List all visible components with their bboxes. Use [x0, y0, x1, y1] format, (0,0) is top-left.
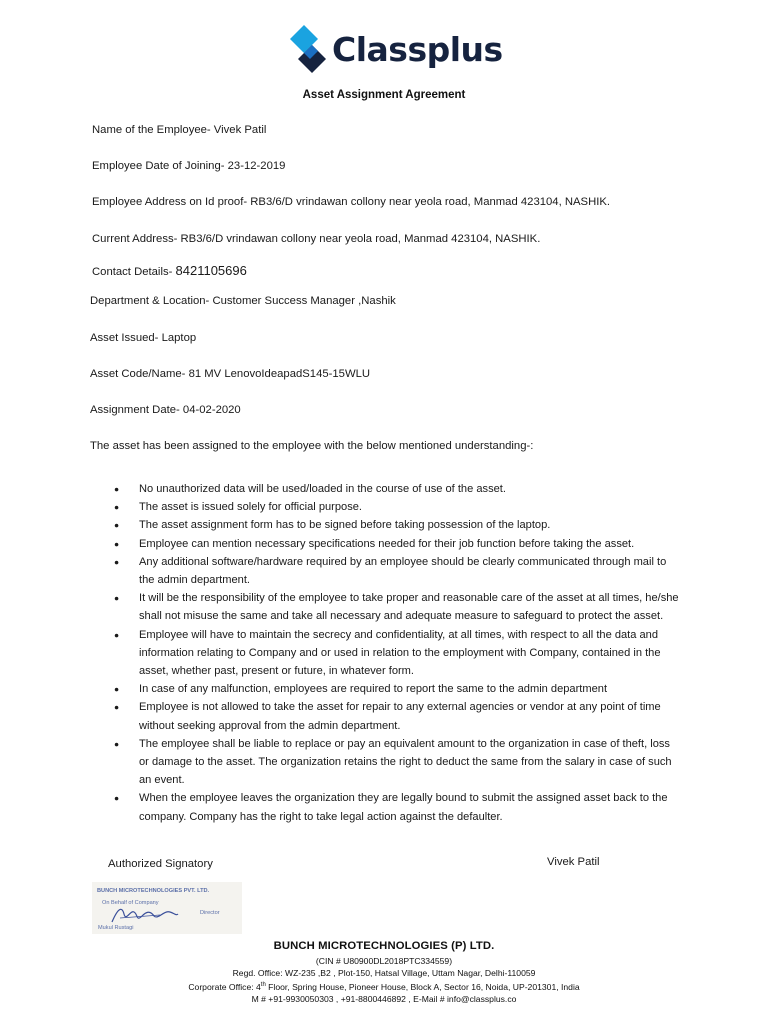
document-title: Asset Assignment Agreement	[302, 89, 466, 101]
footer-corporate-office	[0, 979, 768, 993]
footer-contact: M # +91-9930050303 , +91-8800446892 , E-Mail # info@classplus.co	[251, 994, 517, 1005]
authorized-signatory-label: Authorized Signatory	[108, 858, 213, 870]
term-item: ● The asset is issued solely for official purpose.	[112, 498, 682, 516]
department-location: Department & Location- Customer Success Manager ,Nashik	[90, 295, 396, 307]
term-item: ● The asset assignment form has to be signed before taking possession of the laptop.	[112, 516, 682, 534]
page-footer	[0, 940, 768, 1006]
asset-code: Asset Code/Name- 81 MV LenovoIdeapadS145-15WLU	[90, 368, 371, 380]
corp-sup: th	[260, 982, 266, 989]
footer-cin: (CIN # U80900DL2018PTC334559)	[315, 956, 453, 966]
employee-signature-name: Vivek Patil	[547, 856, 600, 868]
contact-label: Contact Details-	[92, 266, 176, 278]
logo-text: Classplus	[332, 29, 503, 69]
term-item: ● The employee shall be liable to replace or pay an equivalent amount to the organization in case of theft, loss or damage to the asset. The organization retains the right to deduct the same from the salary in case of such an event.	[112, 735, 682, 790]
stamp-company: BUNCH MICROTECHNOLOGIES PVT. LTD.	[97, 888, 210, 894]
term-item: ● In case of any malfunction, employees are required to report the same to the admin department	[112, 680, 682, 698]
terms-intro: The asset has been assigned to the employee with the below mentioned understanding-:	[90, 440, 534, 452]
corp-prefix: Corporate Office: 4	[188, 982, 261, 993]
term-item: ● It will be the responsibility of the employee to take proper and reasonable care of the asset at all times, he/she shall not misuse the same and take all necessary and adequate measure to safeguard to protect the asset.	[112, 589, 682, 625]
footer-regd-office: Regd. Office: WZ-235 ,B2 , Plot-150, Hatsal Village, Uttam Nagar, Delhi-110059	[232, 968, 536, 979]
term-item: ● Employee is not allowed to take the asset for repair to any external agencies or vendor at any point of time without seeking approval from the admin department.	[112, 698, 682, 734]
id-proof-address: Employee Address on Id proof- RB3/6/D vrindawan collony near yeola road, Manmad 423104, NASHIK.	[92, 196, 611, 208]
stamp-behalf: On Behalf of Company	[102, 900, 159, 906]
joining-date: Employee Date of Joining- 23-12-2019	[92, 160, 286, 172]
term-item: ● Employee will have to maintain the secrecy and confidentiality, at all times, with respect to all the data and information relating to Company and or used in relation to the employment with Company, contained in the asset, whether past, present or future, in whatever form.	[112, 626, 682, 681]
term-item: ● When the employee leaves the organization they are legally bound to submit the assigned asset back to the company. Company has the right to take legal action against the defaulter.	[112, 789, 682, 825]
term-item: ● Any additional software/hardware required by an employee should be clearly communicated through mail to the admin department.	[112, 553, 682, 589]
stamp-name: Mukul Rustagi	[98, 925, 134, 931]
classplus-logo	[290, 24, 503, 74]
contact-details	[92, 263, 247, 278]
company-stamp	[92, 882, 242, 934]
term-item: ● No unauthorized data will be used/loaded in the course of use of the asset.	[112, 480, 682, 498]
classplus-logo-icon	[290, 25, 326, 73]
handwritten-signature-icon	[110, 904, 180, 926]
current-address: Current Address- RB3/6/D vrindawan collony near yeola road, Manmad 423104, NASHIK.	[92, 233, 541, 245]
employee-name: Name of the Employee- Vivek Patil	[92, 124, 267, 136]
terms-list	[112, 480, 682, 826]
footer-company: BUNCH MICROTECHNOLOGIES (P) LTD.	[273, 940, 495, 952]
stamp-role: Director	[200, 910, 220, 916]
contact-number: 8421105696	[175, 263, 247, 278]
term-item: ● Employee can mention necessary specifications needed for their job function before taking the asset.	[112, 535, 682, 553]
corp-rest: Floor, Spring House, Pioneer House, Block A, Sector 16, Noida, UP-201301, India	[265, 982, 580, 993]
assignment-date: Assignment Date- 04-02-2020	[90, 404, 241, 416]
asset-issued: Asset Issued- Laptop	[90, 332, 197, 344]
